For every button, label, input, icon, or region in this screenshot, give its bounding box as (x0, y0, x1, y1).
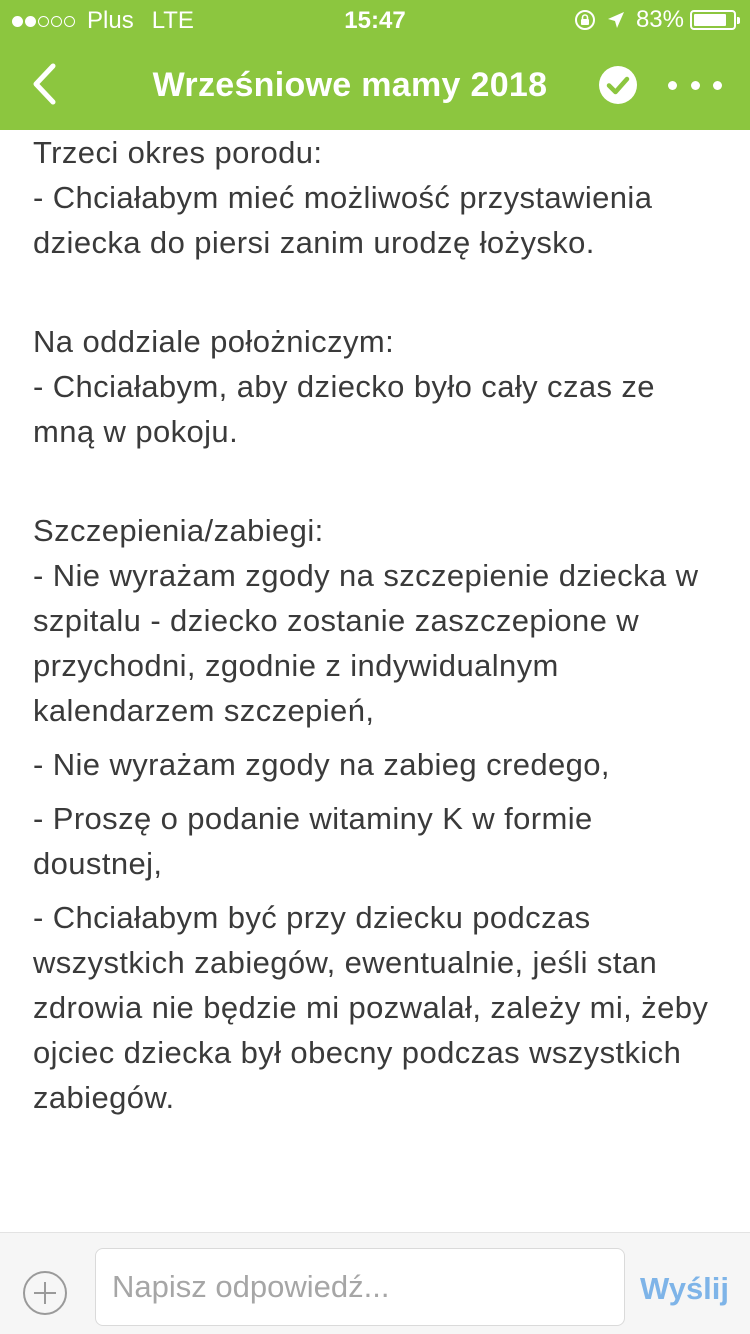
battery-fill (694, 14, 726, 26)
more-dots-icon (691, 81, 700, 90)
paragraph: - Chciałabym, aby dziecko było cały czas ze mną w pokoju. (33, 369, 655, 449)
app-header (0, 0, 750, 130)
reply-input[interactable] (95, 1248, 625, 1326)
status-time: 15:47 (344, 7, 406, 34)
section-heading: Na oddziale położniczym: (33, 324, 395, 359)
paragraph: - Proszę o podanie witaminy K w formie doustnej, (33, 801, 593, 881)
paragraph: - Nie wyrażam zgody na zabieg credego, (33, 747, 610, 782)
post-content (33, 130, 723, 1129)
more-options-button[interactable] (668, 68, 722, 102)
carrier-name: Plus (87, 7, 134, 34)
reply-composer (0, 1232, 750, 1334)
plus-circle-icon[interactable] (23, 1271, 67, 1315)
paragraph: - Chciałabym mieć możliwość przystawienia dziecka do piersi zanim urodzę łożysko. (33, 180, 653, 260)
more-dots-icon (713, 81, 722, 90)
section-heading: Szczepienia/zabiegi: (33, 513, 324, 548)
spacer (33, 274, 723, 319)
network-type: LTE (151, 7, 194, 34)
battery-icon (690, 10, 736, 30)
battery-percent: 83% (635, 6, 684, 33)
rotation-lock-icon (574, 9, 596, 31)
spacer (33, 463, 723, 508)
page-title: Wrześniowe mamy 2018 (152, 66, 548, 104)
location-arrow-icon (606, 10, 626, 30)
verified-button[interactable] (598, 65, 638, 105)
status-right (564, 6, 736, 34)
more-dots-icon (668, 81, 677, 90)
status-bar (0, 0, 750, 40)
paragraph: - Chciałabym być przy dziecku podczas wszystkich zabiegów, ewentualnie, jeśli stan zdrowia nie będzie mi pozwalał, zależy mi, żeby ojciec dziecka był obecny podczas wszystkich zabiegów. (33, 900, 709, 1115)
paragraph: - Nie wyrażam zgody na szczepienie dziecka w szpitalu - dziecko zostanie zaszczepione w przychodni, zgodnie z indywidualnym kalendarzem szczepień, (33, 558, 699, 728)
section-heading: Trzeci okres porodu: (33, 135, 323, 170)
nav-bar (0, 40, 750, 130)
check-circle-icon (598, 65, 638, 105)
send-button[interactable]: Wyślij (640, 1271, 730, 1306)
